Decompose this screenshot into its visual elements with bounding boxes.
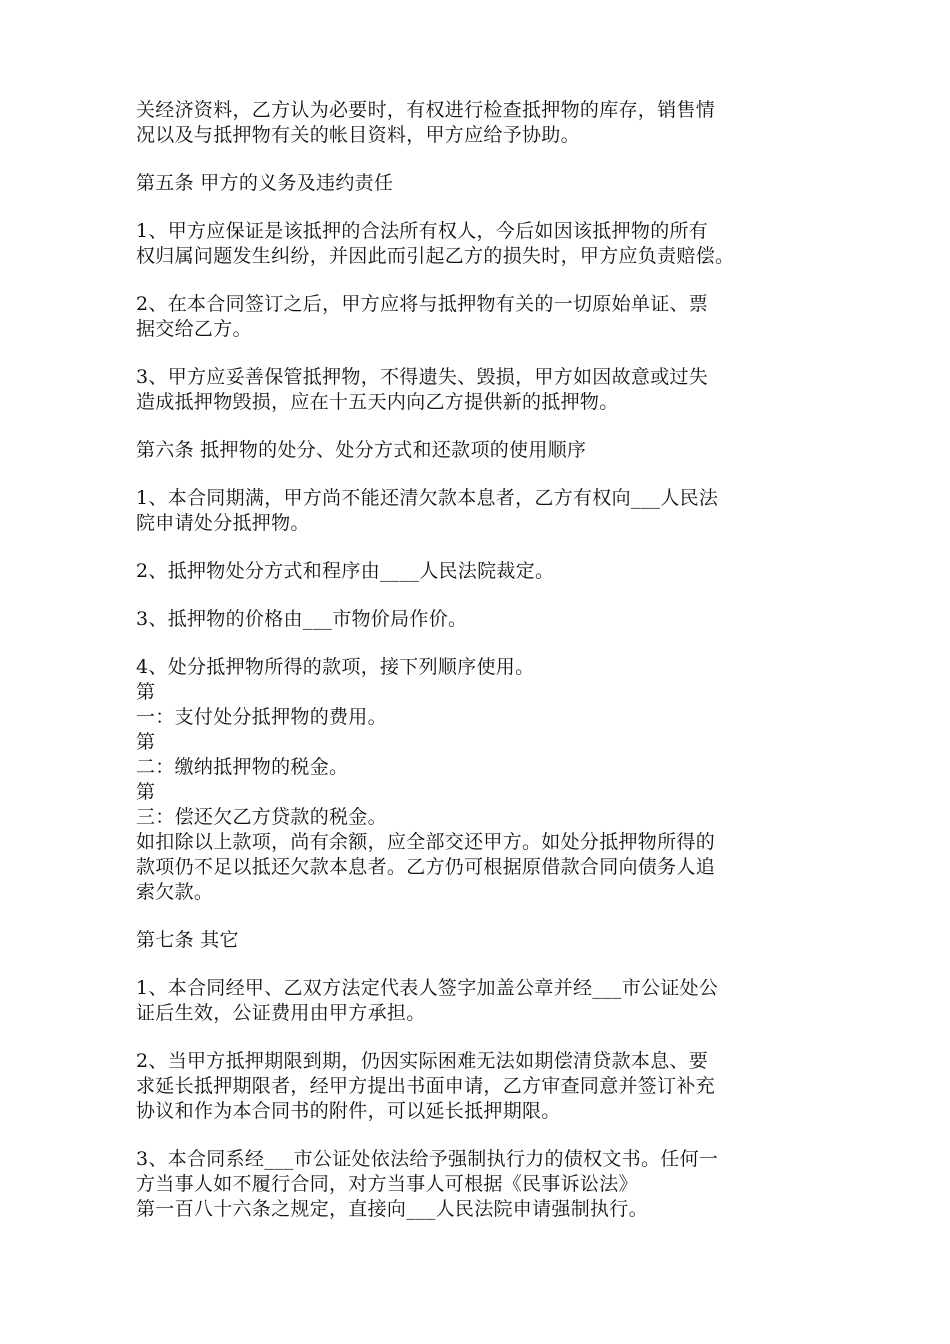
paragraph — [136, 219, 816, 269]
paragraph — [136, 365, 816, 415]
text-line: 第 — [136, 781, 156, 803]
text-line: 第 — [136, 681, 156, 703]
text-line: 如扣除以上款项，尚有余额，应全部交还甲方。如处分抵押物所得的 — [136, 831, 716, 853]
paragraph — [136, 655, 816, 905]
text-line: 协议和作为本合同书的附件，可以延长抵押期限。 — [136, 1100, 561, 1122]
document-page — [136, 98, 816, 1222]
text-line: 据交给乙方。 — [136, 318, 252, 340]
paragraph — [136, 976, 816, 1026]
text-line: 2、在本合同签订之后，甲方应将与抵押物有关的一切原始单证、票 — [136, 293, 709, 315]
text-line: 关经济资料，乙方认为必要时，有权进行检查抵押物的库存，销售情 — [136, 99, 716, 121]
article-heading — [136, 928, 816, 953]
paragraph — [136, 1049, 816, 1124]
text-line: 款项仍不足以抵还欠款本息者。乙方仍可根据原借款合同向债务人追 — [136, 856, 716, 878]
text-line: 造成抵押物毁损，应在十五天内向乙方提供新的抵押物。 — [136, 391, 619, 413]
text-line: 3、甲方应妥善保管抵押物，不得遗失、毁损，甲方如因故意或过失 — [136, 366, 709, 388]
paragraph — [136, 1147, 816, 1222]
text-line: 三：偿还欠乙方贷款的税金。 — [136, 806, 387, 828]
article-heading — [136, 438, 816, 463]
paragraph — [136, 292, 816, 342]
text-line: 4、处分抵押物所得的款项，接下列顺序使用。 — [136, 656, 535, 678]
text-line: 2、抵押物处分方式和程序由____人民法院裁定。 — [136, 560, 555, 582]
text-line: 第六条 抵押物的处分、处分方式和还款项的使用顺序 — [136, 439, 587, 461]
text-line: 第 — [136, 731, 156, 753]
paragraph — [136, 486, 816, 536]
text-line: 求延长抵押期限者，经甲方提出书面申请，乙方审查同意并签订补充 — [136, 1075, 716, 1097]
text-line: 第七条 其它 — [136, 929, 239, 951]
text-line: 二：缴纳抵押物的税金。 — [136, 756, 349, 778]
paragraph — [136, 559, 816, 584]
article-heading — [136, 171, 816, 196]
text-line: 1、本合同经甲、乙双方法定代表人签字加盖公章并经___市公证处公 — [136, 977, 719, 999]
text-line: 3、抵押物的价格由___市物价局作价。 — [136, 608, 468, 630]
text-line: 第一百八十六条之规定，直接向___人民法院申请强制执行。 — [136, 1198, 648, 1220]
paragraph — [136, 607, 816, 632]
text-line: 3、本合同系经___市公证处依法给予强制执行力的债权文书。任何一 — [136, 1148, 719, 1170]
text-line: 权归属问题发生纠纷，并因此而引起乙方的损失时，甲方应负责赔偿。 — [136, 245, 735, 267]
text-line: 一：支付处分抵押物的费用。 — [136, 706, 387, 728]
paragraph — [136, 98, 816, 148]
text-line: 第五条 甲方的义务及违约责任 — [136, 172, 394, 194]
text-line: 1、甲方应保证是该抵押的合法所有权人，今后如因该抵押物的所有 — [136, 220, 709, 242]
text-line: 方当事人如不履行合同，对方当事人可根据《民事诉讼法》 — [136, 1173, 638, 1195]
text-line: 1、本合同期满，甲方尚不能还清欠款本息者，乙方有权向___人民法 — [136, 487, 719, 509]
text-line: 院申请处分抵押物。 — [136, 512, 310, 534]
text-line: 证后生效，公证费用由甲方承担。 — [136, 1002, 426, 1024]
text-line: 2、当甲方抵押期限到期，仍因实际困难无法如期偿清贷款本息、要 — [136, 1050, 709, 1072]
text-line: 索欠款。 — [136, 881, 214, 903]
text-line: 况以及与抵押物有关的帐目资料，甲方应给予协助。 — [136, 124, 580, 146]
